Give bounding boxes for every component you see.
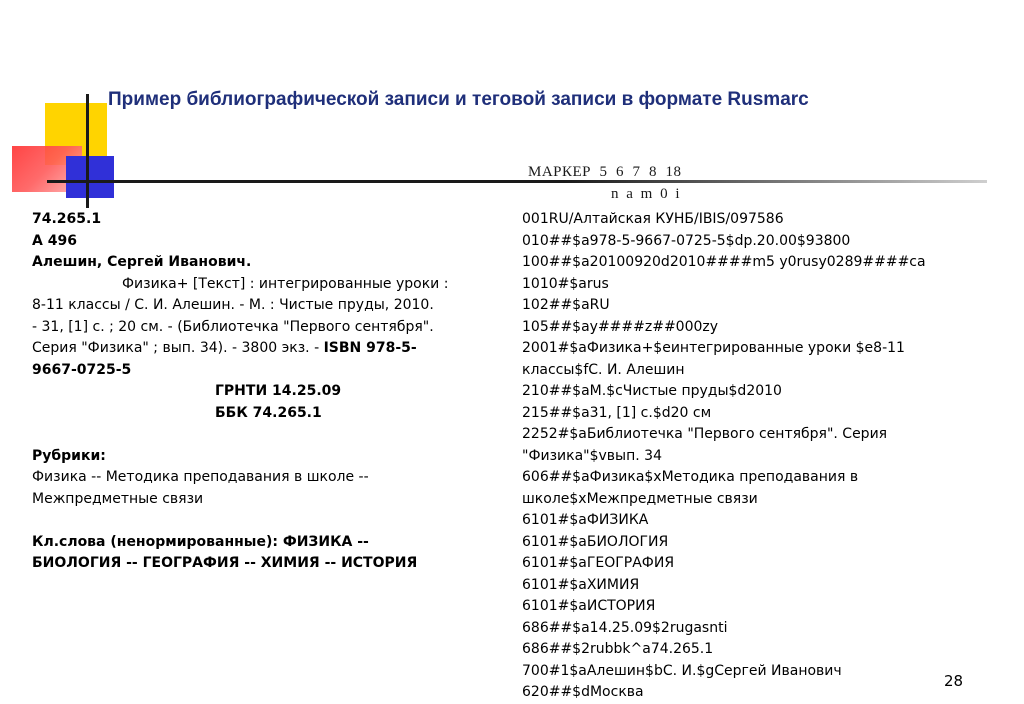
tag-field: 686##$a14.25.09$2rugasnti bbox=[522, 619, 728, 636]
bibliographic-record bbox=[32, 209, 502, 575]
description-line-isbn bbox=[32, 338, 502, 360]
tag-field: 6101#$aГЕОГРАФИЯ bbox=[522, 555, 675, 571]
page-number: 28 bbox=[944, 672, 964, 690]
tag-field: 105##$ay####z##000zy bbox=[522, 318, 719, 335]
bbk-code: ББК 74.265.1 bbox=[215, 404, 322, 421]
tag-field: 620##$dМосква bbox=[522, 684, 644, 700]
author-mark: А 496 bbox=[32, 232, 77, 249]
isbn-part2: 9667-0725-5 bbox=[32, 361, 132, 378]
bbk-index: 74.265.1 bbox=[32, 211, 102, 227]
tag-field: 606##$aФизика$xМетодика преподавания в bbox=[522, 469, 859, 485]
slide-title: Пример библиографической записи и теговой записи в формате Rusmarc bbox=[108, 89, 809, 110]
tag-field: 6101#$aБИОЛОГИЯ bbox=[522, 533, 669, 550]
tag-field: 1010#$arus bbox=[522, 275, 609, 292]
tag-record bbox=[522, 209, 1002, 704]
tag-field: 2001#$aФизика+$eинтегрированные уроки $e8-11 bbox=[522, 340, 905, 356]
grnti-code: ГРНТИ 14.25.09 bbox=[215, 383, 342, 399]
tag-field: 001RU/Алтайская КУНБ/IBIS/097586 bbox=[522, 211, 784, 227]
tag-field: 6101#$aИСТОРИЯ bbox=[522, 598, 656, 614]
tag-field: 2252#$aБиблиотечка "Первого сентября". Серия bbox=[522, 426, 888, 442]
description-line: Физика+ [Текст] : интегрированные уроки : bbox=[122, 275, 449, 292]
marker-header: МАРКЕР 5 6 7 8 18 bbox=[528, 164, 682, 180]
marker-values: n a m 0 i bbox=[611, 186, 682, 202]
decor-vertical-line bbox=[86, 94, 89, 208]
keywords-line: Кл.слова (ненормированные): ФИЗИКА -- bbox=[32, 533, 369, 550]
tag-field: 215##$a31, [1] с.$d20 см bbox=[522, 404, 712, 421]
tag-field: "Физика"$vвып. 34 bbox=[522, 447, 662, 464]
tag-field: 700#1$aАлешин$bС. И.$gСергей Иванович bbox=[522, 662, 842, 679]
tag-field: 210##$aМ.$cЧистые пруды$d2010 bbox=[522, 383, 782, 399]
rubrics-label: Рубрики: bbox=[32, 447, 106, 464]
tag-field: 102##$aRU bbox=[522, 297, 610, 313]
tag-field: 6101#$aХИМИЯ bbox=[522, 576, 640, 593]
tag-field: классы$fС. И. Алешин bbox=[522, 361, 685, 378]
rubric-line: Межпредметные связи bbox=[32, 490, 204, 507]
author-heading: Алешин, Сергей Иванович. bbox=[32, 254, 252, 270]
tag-field: 6101#$aФИЗИКА bbox=[522, 512, 649, 528]
decor-blue-square bbox=[66, 156, 114, 198]
title-underline bbox=[47, 180, 987, 183]
tag-field: 686##$2rubbk^a74.265.1 bbox=[522, 641, 714, 657]
rubric-line: Физика -- Методика преподавания в школе -- bbox=[32, 469, 369, 485]
description-line: - 31, [1] с. ; 20 см. - (Библиотечка "Первого сентября". bbox=[32, 318, 434, 335]
keywords-line: БИОЛОГИЯ -- ГЕОГРАФИЯ -- ХИМИЯ -- ИСТОРИЯ bbox=[32, 555, 418, 571]
tag-field: школе$xМежпредметные связи bbox=[522, 490, 758, 507]
tag-field: 010##$a978-5-9667-0725-5$dp.20.00$93800 bbox=[522, 232, 851, 249]
description-line: Серия "Физика" ; вып. 34). - 3800 экз. - bbox=[32, 340, 324, 356]
tag-field: 100##$a20100920d2010####m5 y0rusy0289####ca bbox=[522, 254, 926, 270]
description-line: 8-11 классы / С. И. Алешин. - М. : Чистые пруды, 2010. bbox=[32, 297, 434, 313]
isbn-part1: ISBN 978-5- bbox=[323, 340, 417, 356]
